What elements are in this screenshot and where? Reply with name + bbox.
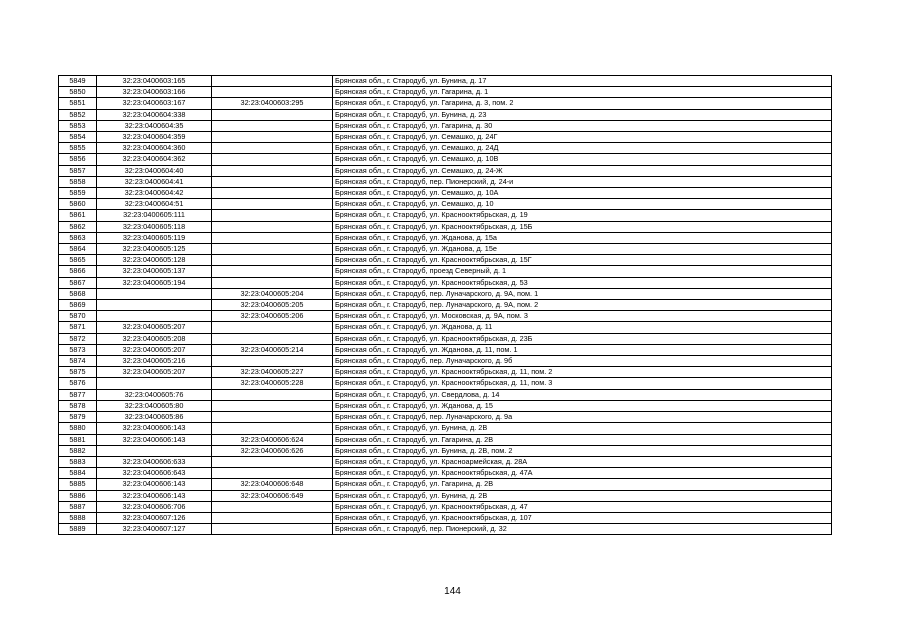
table-row [59,109,832,120]
row-number-cell: 5858 [59,176,97,187]
row-number-cell: 5861 [59,210,97,221]
table-row [59,322,832,333]
address-cell: Брянская обл., г. Стародуб, ул. Семашко, д. 10 [333,199,832,210]
address-cell: Брянская обл., г. Стародуб, ул. Краснооктябрьская, д. 11, пом. 3 [333,378,832,389]
cadastral-number-cell [97,300,212,311]
premises-cadastral-number-cell [212,277,333,288]
cadastral-number-cell: 32:23:0400604:51 [97,199,212,210]
cadastral-number-cell: 32:23:0400603:165 [97,76,212,87]
premises-cadastral-number-cell [212,221,333,232]
premises-cadastral-number-cell [212,524,333,535]
row-number-cell: 5865 [59,255,97,266]
premises-cadastral-number-cell: 32:23:0400605:227 [212,367,333,378]
row-number-cell: 5879 [59,412,97,423]
table-row [59,367,832,378]
table-row [59,199,832,210]
address-cell: Брянская обл., г. Стародуб, ул. Красноармейская, д. 28А [333,456,832,467]
address-cell: Брянская обл., г. Стародуб, ул. Гагарина, д. 3, пом. 2 [333,98,832,109]
cadastral-number-cell: 32:23:0400605:111 [97,210,212,221]
table-row [59,244,832,255]
row-number-cell: 5883 [59,456,97,467]
row-number-cell: 5853 [59,120,97,131]
address-cell: Брянская обл., г. Стародуб, ул. Краснооктябрьская, д. 15Б [333,221,832,232]
premises-cadastral-number-cell [212,132,333,143]
row-number-cell: 5887 [59,501,97,512]
table-row [59,456,832,467]
premises-cadastral-number-cell [212,356,333,367]
table-row [59,143,832,154]
cadastral-number-cell: 32:23:0400605:207 [97,344,212,355]
table-row [59,333,832,344]
row-number-cell: 5881 [59,434,97,445]
premises-cadastral-number-cell [212,501,333,512]
row-number-cell: 5863 [59,232,97,243]
premises-cadastral-number-cell [212,165,333,176]
address-cell: Брянская обл., г. Стародуб, ул. Семашко, д. 24Г [333,132,832,143]
row-number-cell: 5856 [59,154,97,165]
premises-cadastral-number-cell [212,423,333,434]
cadastral-number-cell: 32:23:0400604:42 [97,188,212,199]
cadastral-number-cell: 32:23:0400605:76 [97,389,212,400]
address-cell: Брянская обл., г. Стародуб, проезд Северный, д. 1 [333,266,832,277]
cadastral-number-cell: 32:23:0400607:126 [97,512,212,523]
premises-cadastral-number-cell: 32:23:0400606:626 [212,445,333,456]
premises-cadastral-number-cell [212,412,333,423]
table-row [59,176,832,187]
premises-cadastral-number-cell [212,255,333,266]
table-row [59,154,832,165]
cadastral-number-cell [97,311,212,322]
table-row [59,412,832,423]
cadastral-number-cell: 32:23:0400604:40 [97,165,212,176]
row-number-cell: 5886 [59,490,97,501]
premises-cadastral-number-cell [212,512,333,523]
cadastral-number-cell: 32:23:0400606:143 [97,490,212,501]
table-row [59,165,832,176]
row-number-cell: 5862 [59,221,97,232]
row-number-cell: 5857 [59,165,97,176]
row-number-cell: 5878 [59,400,97,411]
address-cell: Брянская обл., г. Стародуб, ул. Семашко, д. 24-Ж [333,165,832,176]
premises-cadastral-number-cell [212,322,333,333]
address-cell: Брянская обл., г. Стародуб, ул. Жданова, д. 15е [333,244,832,255]
premises-cadastral-number-cell: 32:23:0400605:214 [212,344,333,355]
premises-cadastral-number-cell: 32:23:0400605:205 [212,300,333,311]
address-cell: Брянская обл., г. Стародуб, ул. Семашко, д. 10В [333,154,832,165]
table-row [59,188,832,199]
table-row [59,300,832,311]
row-number-cell: 5850 [59,87,97,98]
address-cell: Брянская обл., г. Стародуб, ул. Московская, д. 9А, пом. 3 [333,311,832,322]
cadastral-number-cell: 32:23:0400603:166 [97,87,212,98]
cadastral-number-cell: 32:23:0400605:128 [97,255,212,266]
cadastral-number-cell: 32:23:0400604:338 [97,109,212,120]
table-row [59,288,832,299]
row-number-cell: 5882 [59,445,97,456]
premises-cadastral-number-cell [212,210,333,221]
premises-cadastral-number-cell [212,244,333,255]
premises-cadastral-number-cell: 32:23:0400605:228 [212,378,333,389]
table-row [59,266,832,277]
row-number-cell: 5873 [59,344,97,355]
premises-cadastral-number-cell [212,188,333,199]
table-row [59,389,832,400]
table-row [59,356,832,367]
address-cell: Брянская обл., г. Стародуб, ул. Краснооктябрьская, д. 23Б [333,333,832,344]
address-cell: Брянская обл., г. Стародуб, ул. Бунина, д. 17 [333,76,832,87]
row-number-cell: 5871 [59,322,97,333]
premises-cadastral-number-cell [212,266,333,277]
premises-cadastral-number-cell: 32:23:0400605:206 [212,311,333,322]
cadastral-number-cell: 32:23:0400605:86 [97,412,212,423]
premises-cadastral-number-cell [212,468,333,479]
table-row [59,221,832,232]
table-row [59,501,832,512]
table-row [59,400,832,411]
address-cell: Брянская обл., г. Стародуб, ул. Бунина, д. 23 [333,109,832,120]
row-number-cell: 5855 [59,143,97,154]
cadastral-number-cell: 32:23:0400605:207 [97,322,212,333]
premises-cadastral-number-cell [212,232,333,243]
address-cell: Брянская обл., г. Стародуб, пер. Пионерский, д. 32 [333,524,832,535]
row-number-cell: 5872 [59,333,97,344]
table-row [59,120,832,131]
cadastral-number-cell: 32:23:0400604:35 [97,120,212,131]
premises-cadastral-number-cell: 32:23:0400606:649 [212,490,333,501]
row-number-cell: 5868 [59,288,97,299]
address-cell: Брянская обл., г. Стародуб, ул. Краснооктябрьская, д. 11, пом. 2 [333,367,832,378]
cadastral-number-cell: 32:23:0400605:194 [97,277,212,288]
cadastral-number-cell: 32:23:0400605:208 [97,333,212,344]
address-cell: Брянская обл., г. Стародуб, ул. Семашко, д. 24Д [333,143,832,154]
cadastral-number-cell: 32:23:0400603:167 [97,98,212,109]
cadastral-number-cell: 32:23:0400605:207 [97,367,212,378]
address-cell: Брянская обл., г. Стародуб, ул. Краснооктябрьская, д. 107 [333,512,832,523]
address-cell: Брянская обл., г. Стародуб, ул. Бунина, д. 2В [333,490,832,501]
row-number-cell: 5854 [59,132,97,143]
cadastral-number-cell: 32:23:0400606:143 [97,423,212,434]
table-row [59,445,832,456]
row-number-cell: 5864 [59,244,97,255]
row-number-cell: 5867 [59,277,97,288]
address-cell: Брянская обл., г. Стародуб, ул. Бунина, д. 2В [333,423,832,434]
row-number-cell: 5851 [59,98,97,109]
premises-cadastral-number-cell: 32:23:0400605:204 [212,288,333,299]
row-number-cell: 5866 [59,266,97,277]
row-number-cell: 5889 [59,524,97,535]
row-number-cell: 5852 [59,109,97,120]
address-cell: Брянская обл., г. Стародуб, ул. Гагарина, д. 1 [333,87,832,98]
premises-cadastral-number-cell [212,109,333,120]
cadastral-number-cell: 32:23:0400606:143 [97,479,212,490]
cadastral-table [58,75,832,535]
row-number-cell: 5888 [59,512,97,523]
premises-cadastral-number-cell: 32:23:0400606:624 [212,434,333,445]
premises-cadastral-number-cell [212,400,333,411]
table-row [59,479,832,490]
row-number-cell: 5869 [59,300,97,311]
address-cell: Брянская обл., г. Стародуб, ул. Краснооктябрьская, д. 19 [333,210,832,221]
row-number-cell: 5849 [59,76,97,87]
premises-cadastral-number-cell [212,456,333,467]
address-cell: Брянская обл., г. Стародуб, пер. Луначарского, д. 9А, пом. 1 [333,288,832,299]
cadastral-number-cell: 32:23:0400605:137 [97,266,212,277]
cadastral-number-cell: 32:23:0400605:125 [97,244,212,255]
cadastral-number-cell [97,445,212,456]
row-number-cell: 5876 [59,378,97,389]
row-number-cell: 5885 [59,479,97,490]
table-row [59,311,832,322]
page-number: 144 [444,586,461,597]
address-cell: Брянская обл., г. Стародуб, пер. Пионерский, д. 24-и [333,176,832,187]
address-cell: Брянская обл., г. Стародуб, пер. Луначарского, д. 9А, пом. 2 [333,300,832,311]
cadastral-number-cell: 32:23:0400605:119 [97,232,212,243]
cadastral-number-cell: 32:23:0400604:360 [97,143,212,154]
premises-cadastral-number-cell [212,143,333,154]
cadastral-number-cell [97,378,212,389]
address-cell: Брянская обл., г. Стародуб, пер. Луначарского, д. 9а [333,412,832,423]
premises-cadastral-number-cell [212,120,333,131]
cadastral-number-cell: 32:23:0400605:80 [97,400,212,411]
table-row [59,378,832,389]
table-row [59,232,832,243]
table-row [59,468,832,479]
address-cell: Брянская обл., г. Стародуб, ул. Семашко, д. 10А [333,188,832,199]
table-row [59,87,832,98]
row-number-cell: 5870 [59,311,97,322]
address-cell: Брянская обл., г. Стародуб, пер. Луначарского, д. 9б [333,356,832,367]
premises-cadastral-number-cell [212,154,333,165]
cadastral-number-cell: 32:23:0400606:143 [97,434,212,445]
premises-cadastral-number-cell: 32:23:0400603:295 [212,98,333,109]
premises-cadastral-number-cell [212,87,333,98]
premises-cadastral-number-cell [212,333,333,344]
premises-cadastral-number-cell [212,389,333,400]
table-row [59,210,832,221]
cadastral-number-cell: 32:23:0400606:633 [97,456,212,467]
row-number-cell: 5874 [59,356,97,367]
premises-cadastral-number-cell [212,176,333,187]
table-row [59,490,832,501]
cadastral-number-cell: 32:23:0400605:118 [97,221,212,232]
premises-cadastral-number-cell: 32:23:0400606:648 [212,479,333,490]
cadastral-number-cell: 32:23:0400605:216 [97,356,212,367]
table-row [59,277,832,288]
cadastral-table-body [59,76,832,535]
cadastral-number-cell: 32:23:0400604:359 [97,132,212,143]
row-number-cell: 5875 [59,367,97,378]
row-number-cell: 5877 [59,389,97,400]
cadastral-number-cell: 32:23:0400606:706 [97,501,212,512]
premises-cadastral-number-cell [212,76,333,87]
cadastral-number-cell [97,288,212,299]
address-cell: Брянская обл., г. Стародуб, ул. Краснооктябрьская, д. 47 [333,501,832,512]
table-row [59,423,832,434]
cadastral-number-cell: 32:23:0400604:41 [97,176,212,187]
cadastral-number-cell: 32:23:0400607:127 [97,524,212,535]
table-row [59,434,832,445]
premises-cadastral-number-cell [212,199,333,210]
address-cell: Брянская обл., г. Стародуб, ул. Свердлова, д. 14 [333,389,832,400]
table-row [59,76,832,87]
address-cell: Брянская обл., г. Стародуб, ул. Краснооктябрьская, д. 15Г [333,255,832,266]
table-row [59,132,832,143]
address-cell: Брянская обл., г. Стародуб, ул. Гагарина, д. 2В [333,434,832,445]
address-cell: Брянская обл., г. Стародуб, ул. Жданова, д. 11, пом. 1 [333,344,832,355]
table-row [59,344,832,355]
table-row [59,524,832,535]
row-number-cell: 5884 [59,468,97,479]
cadastral-number-cell: 32:23:0400604:362 [97,154,212,165]
cadastral-number-cell: 32:23:0400606:643 [97,468,212,479]
row-number-cell: 5859 [59,188,97,199]
address-cell: Брянская обл., г. Стародуб, ул. Жданова, д. 15а [333,232,832,243]
table-row [59,512,832,523]
address-cell: Брянская обл., г. Стародуб, ул. Краснооктябрьская, д. 47А [333,468,832,479]
table-row [59,98,832,109]
table-row [59,255,832,266]
address-cell: Брянская обл., г. Стародуб, ул. Бунина, д. 2В, пом. 2 [333,445,832,456]
address-cell: Брянская обл., г. Стародуб, ул. Краснооктябрьская, д. 53 [333,277,832,288]
address-cell: Брянская обл., г. Стародуб, ул. Жданова, д. 11 [333,322,832,333]
address-cell: Брянская обл., г. Стародуб, ул. Жданова, д. 15 [333,400,832,411]
address-cell: Брянская обл., г. Стародуб, ул. Гагарина, д. 2В [333,479,832,490]
address-cell: Брянская обл., г. Стародуб, ул. Гагарина, д. 30 [333,120,832,131]
row-number-cell: 5860 [59,199,97,210]
row-number-cell: 5880 [59,423,97,434]
